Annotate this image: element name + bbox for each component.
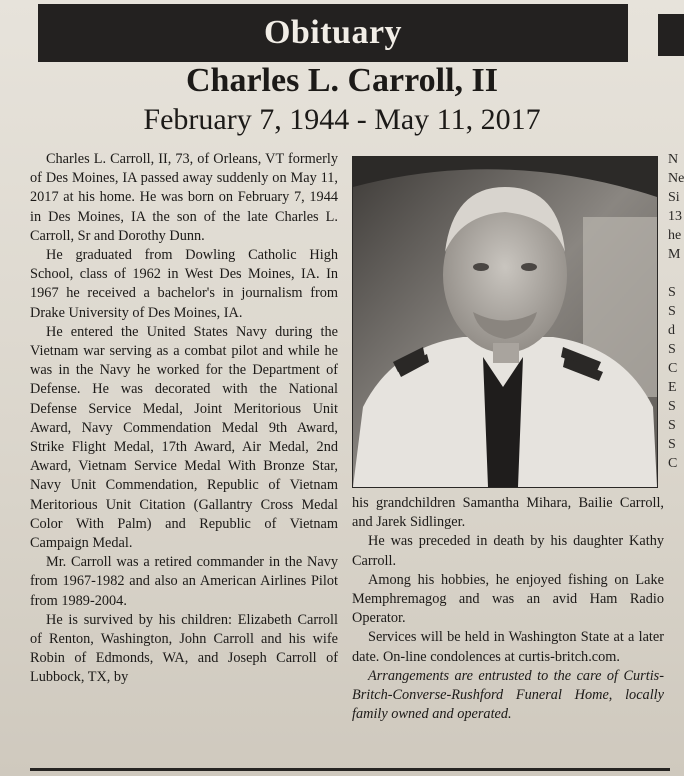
fragment: S [668, 342, 676, 357]
fragment: S [668, 418, 676, 433]
fragment: M [668, 247, 681, 262]
life-dates: February 7, 1944 - May 11, 2017 [143, 103, 541, 136]
fragment: S [668, 285, 676, 300]
fragment: S [668, 304, 676, 319]
paragraph-military: He entered the United States Navy during the Vietnam war serving as a combat pilot and while he was in the Navy he worked for the Department of Defense. He was decorated with the National Defense Service Medal, Joint Meritorious Unit Award, Navy Commendation Medal 9th Award, Strike Flight Medal, 17th Award, Air Medal, 2nd Award, Vietnam Service Medal With Bronze Star, Navy Unit Commendation, Republic of Vietnam Meritorious Unit Citation (Gallantry Cross Medal Color With Palm) and Republic of Vietnam Campaign Medal. [30, 323, 338, 552]
fragment: E [668, 380, 677, 395]
section-title: Obituary [263, 14, 403, 51]
paragraph-hobbies: Among his hobbies, he enjoyed fishing on Lake Memphremagog and was an avid Ham Radio Operator. [352, 571, 664, 627]
fragment: Ne [668, 171, 684, 186]
fragment [668, 264, 684, 283]
fragment: S [668, 399, 676, 414]
portrait-illustration [353, 157, 657, 487]
fragment: d [668, 323, 675, 338]
fragment: N [668, 152, 679, 167]
adjacent-column-text [668, 150, 684, 530]
paragraph-services: Services will be held in Washington State at a later date. On-line condolences at curtis-britch.com. [352, 629, 664, 665]
obituary-left-column [30, 150, 338, 688]
fragment: S [668, 437, 676, 452]
fragment: he [668, 228, 682, 243]
paragraph-intro: Charles L. Carroll, II, 73, of Orleans, VT formerly of Des Moines, IA passed away suddenly on May 11, 2017 at his home. He was born on February 7, 1944 in Des Moines, IA the son of the late Charles L. Carroll, Sr and Dorothy Dunn. [30, 151, 338, 244]
fragment: C [668, 361, 678, 376]
portrait-photo [352, 156, 658, 488]
paragraph-survivors: He is survived by his children: Elizabeth Carroll of Renton, Washington, John Carroll and his wife Robin of Edmonds, WA, and Joseph Carroll of Lubbock, TX, by [30, 611, 338, 686]
paragraph-career: Mr. Carroll was a retired commander in the Navy from 1967-1982 and also an American Airlines Pilot from 1989-2004. [30, 554, 338, 609]
adjacent-banner [658, 14, 684, 56]
paragraph-arrangements: Arrangements are entrusted to the care of Curtis-Britch-Converse-Rushford Funeral Home, locally family owned and operated. [352, 667, 664, 723]
paragraph-grandchildren: his grandchildren Samantha Mihara, Bailie Carroll, and Jarek Sidlinger. [352, 495, 664, 531]
bottom-rule [30, 768, 670, 771]
fragment: C [668, 456, 678, 471]
fragment: Si [668, 190, 680, 205]
paragraph-preceded: He was preceded in death by his daughter Kathy Carroll. [352, 533, 664, 569]
deceased-name: Charles L. Carroll, II [186, 62, 498, 99]
paragraph-education: He graduated from Dowling Catholic High School, class of 1962 in West Des Moines, IA. In 1967 he received a bachelor's in journalism from Drake University of Des Moines, IA. [30, 247, 338, 321]
fragment: 13 [668, 209, 682, 224]
section-banner [38, 4, 628, 62]
obituary-right-column [352, 494, 664, 724]
